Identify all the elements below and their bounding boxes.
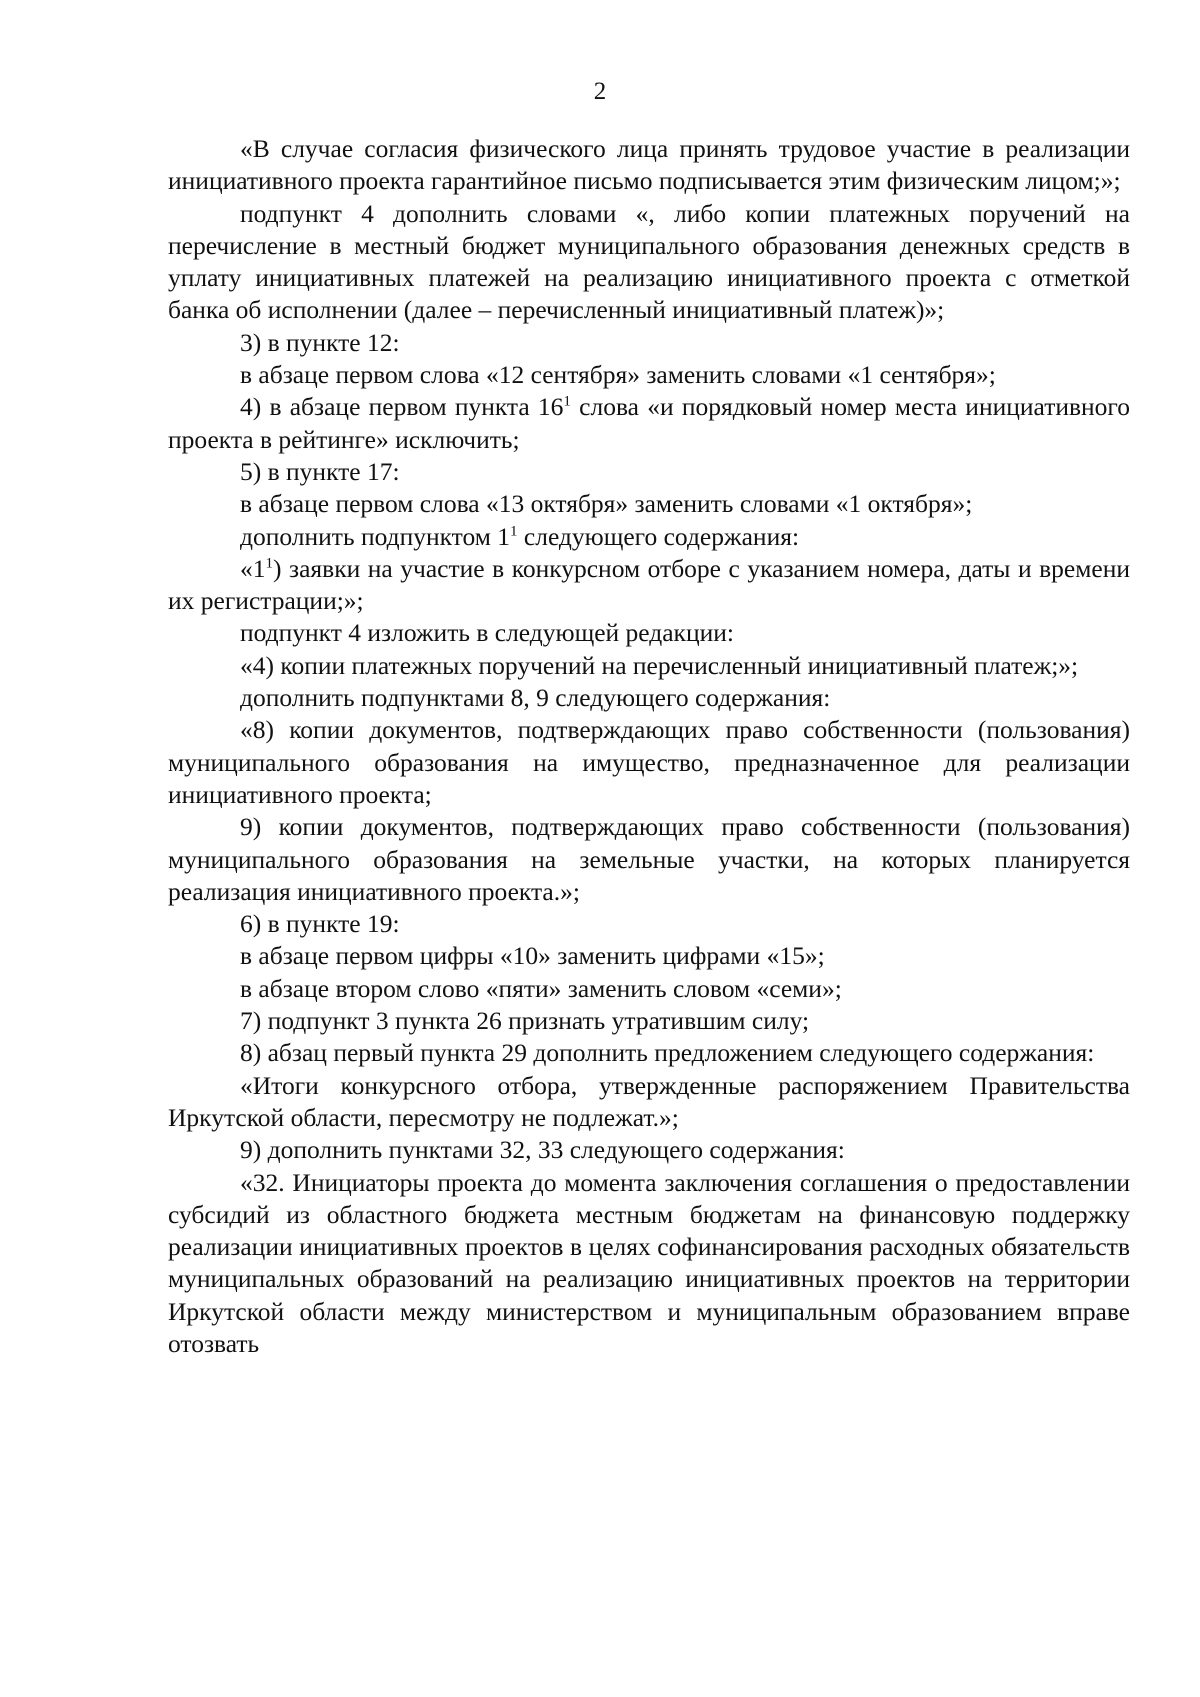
paragraph-17: в абзаце втором слово «пяти» заменить словом «семи»; [240, 973, 842, 1003]
superscript-index: 1 [510, 523, 518, 540]
superscript-index: 1 [563, 393, 571, 410]
paragraph-8-part-2: следующего содержания: [517, 521, 800, 551]
paragraph-5-part-1: 4) в абзаце первом пункта 16 [240, 392, 564, 422]
paragraph-2: подпункт 4 дополнить словами «, либо копии платежных поручений на перечисление в местный бюджет муниципального образования денежных средств в уплату инициативных платежей на реализацию инициативного проекта с отметкой банка об исполнении (далее – перечисленный инициативный платеж)»; [168, 198, 1130, 325]
paragraph-1: «В случае согласия физического лица принять трудовое участие в реализации инициативного проекта гарантийное письмо подписывается этим физическим лицом;»; [168, 134, 1130, 196]
paragraph-9 [168, 553, 1130, 618]
paragraph-6: 5) в пункте 17: [240, 456, 400, 486]
paragraph-21: 9) дополнить пунктами 32, 33 следующего содержания: [240, 1135, 845, 1165]
paragraph-11: «4) копии платежных поручений на перечисленный инициативный платеж;»; [240, 650, 1079, 680]
paragraph-19: 8) абзац первый пункта 29 дополнить предложением следующего содержания: [240, 1038, 1095, 1068]
paragraph-13: «8) копии документов, подтверждающих право собственности (пользования) муниципального образования на имущество, предназначенное для реализации инициативного проекта; [168, 715, 1130, 809]
paragraph-9-part-2: ) заявки на участие в конкурсном отборе с указанием номера, даты и времени их регистрации;»; [168, 553, 1130, 616]
superscript-index: 1 [265, 555, 273, 572]
paragraph-8 [168, 521, 1130, 553]
paragraph-5-part-2: слова «и порядковый номер места инициативного проекта в рейтинге» исключить; [168, 392, 1130, 454]
paragraph-14: 9) копии документов, подтверждающих право собственности (пользования) муниципального образования на земельные участки, на которых планируется реализация инициативного проекта.»; [168, 812, 1130, 906]
paragraph-9-part-1: «1 [240, 553, 266, 583]
paragraph-20: «Итоги конкурсного отбора, утвержденные распоряжением Правительства Иркутской области, пересмотру не подлежат.»; [168, 1070, 1130, 1132]
page-number: 2 [593, 78, 607, 105]
paragraph-7: в абзаце первом слова «13 октября» заменить словами «1 октября»; [240, 489, 973, 519]
paragraph-3: 3) в пункте 12: [240, 327, 400, 357]
document-body [168, 133, 1130, 1360]
paragraph-12: дополнить подпунктами 8, 9 следующего содержания: [240, 683, 831, 713]
paragraph-18: 7) подпункт 3 пункта 26 признать утратившим силу; [240, 1006, 810, 1036]
paragraph-10: подпункт 4 изложить в следующей редакции: [240, 618, 734, 648]
paragraph-5 [168, 391, 1130, 456]
paragraph-16: в абзаце первом цифры «10» заменить цифрами «15»; [240, 941, 825, 971]
paragraph-4: в абзаце первом слова «12 сентября» заменить словами «1 сентября»; [240, 360, 996, 390]
paragraph-8-part-1: дополнить подпунктом 1 [240, 521, 511, 551]
paragraph-22: «32. Инициаторы проекта до момента заключения соглашения о предоставлении субсидий из областного бюджета местным бюджетам на финансовую поддержку реализации инициативных проектов в целях софинансирования расходных обязательств муниципальных образований на реализацию инициативных проектов на территории Иркутской области между министерством и муниципальным образованием вправе отозвать [168, 1167, 1130, 1358]
paragraph-15: 6) в пункте 19: [240, 909, 400, 939]
